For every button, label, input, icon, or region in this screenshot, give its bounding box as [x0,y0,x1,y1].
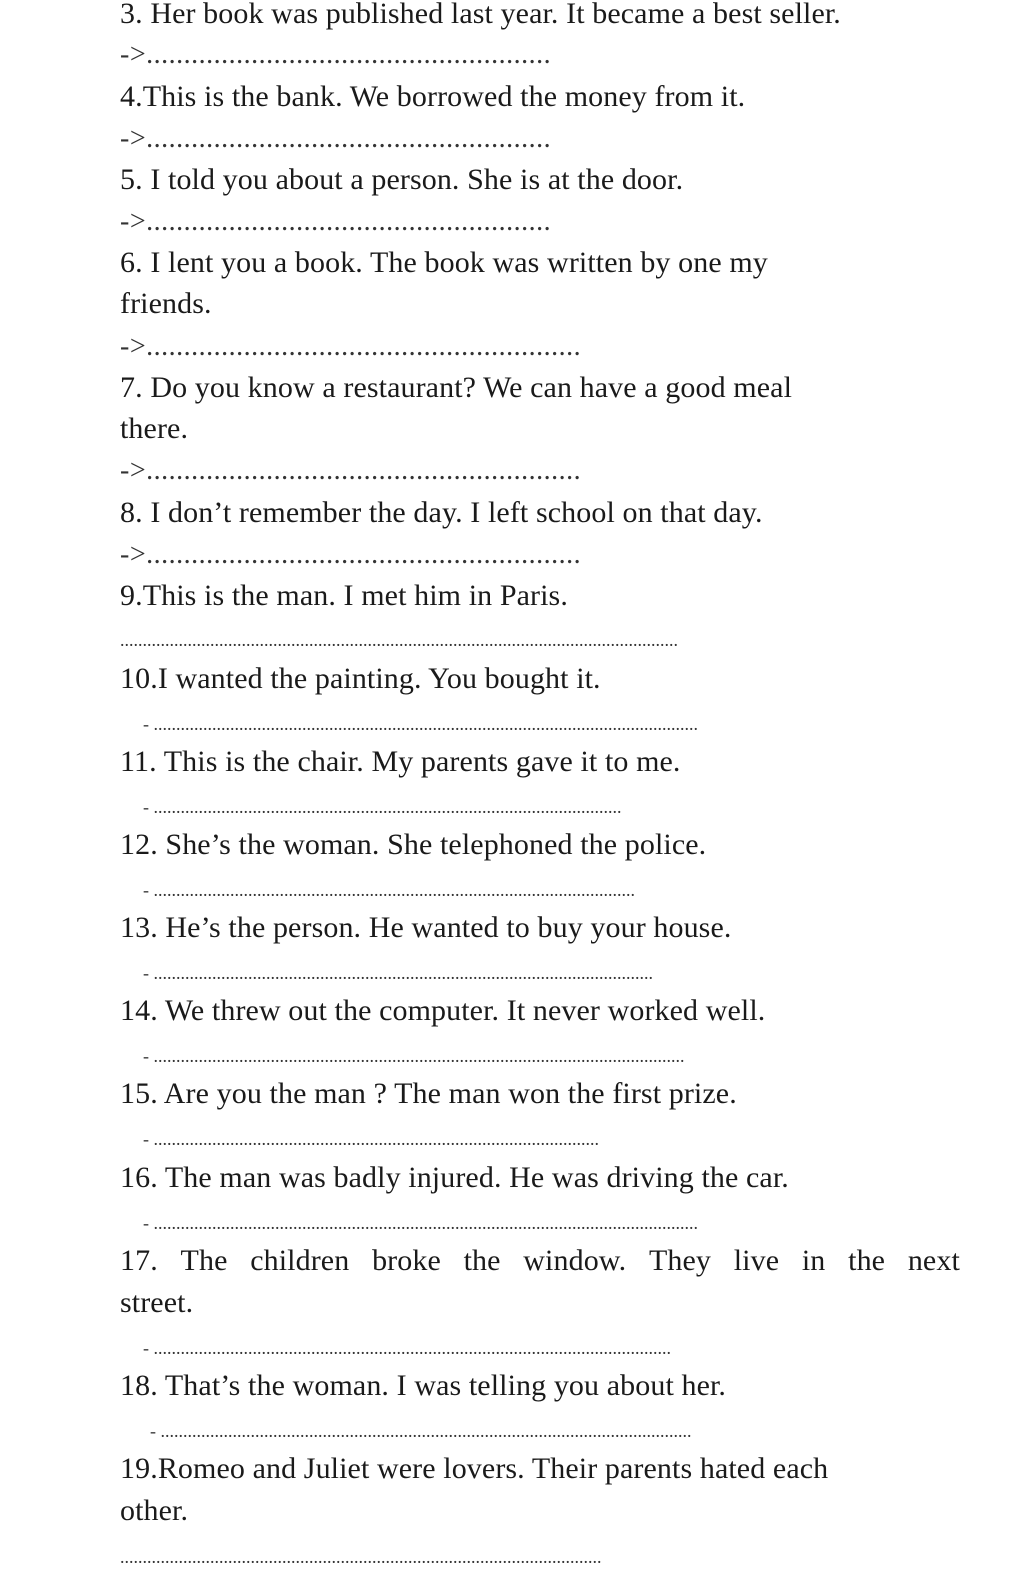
question-number: 18. [120,1369,158,1402]
answer-line-8[interactable]: ->.......................................................... [120,540,582,570]
answer-line-11[interactable]: - ........................................................................................................ [143,797,622,817]
question-text: This is the bank. We borrowed the money from it. [142,80,746,113]
question-text: He’s the person. He wanted to buy your house. [165,911,732,944]
question-text: there. [120,412,189,445]
question-18 [120,1369,726,1403]
answer-line-12[interactable]: - ........................................................................................................... [143,880,635,900]
question-13 [120,911,731,945]
question-number: 7. [120,371,143,404]
answer-line-19[interactable]: ........................................................................................................... [120,1547,602,1567]
question-text: Romeo and Juliet were lovers. Their parents hated each [157,1452,829,1485]
question-word: The [180,1244,228,1277]
question-11 [120,745,681,779]
answer-line-6[interactable]: ->.......................................................... [120,332,582,362]
question-12 [120,828,706,862]
question-text: Are you the man ? The man won the first prize. [163,1077,737,1110]
question-14 [120,994,765,1028]
question-word: in [801,1244,826,1277]
question-number: 4. [120,80,143,113]
question-number: 17. [120,1244,158,1277]
question-19 [120,1452,828,1486]
answer-line-5[interactable]: ->...................................................... [120,207,552,237]
answer-line-13[interactable]: - ............................................................................................................... [143,963,653,983]
question-number: 11. [120,745,157,778]
question-word: broke [372,1244,441,1277]
question-number: 9. [120,579,143,612]
answer-line-10[interactable]: - ......................................................................................................................... [143,714,698,734]
question-text: I told you about a person. She is at the door. [150,163,684,196]
question-9 [120,579,568,613]
question-6 [120,246,768,280]
question-text: street. [120,1286,194,1319]
answer-line-9[interactable]: ............................................................................................................................ [120,630,678,650]
answer-line-16[interactable]: - ......................................................................................................................... [143,1213,698,1233]
question-text: I lent you a book. The book was written by one my [150,246,768,279]
question-number: 5. [120,163,143,196]
question-text: This is the man. I met him in Paris. [142,579,568,612]
question-word: the [463,1244,501,1277]
question-word: window. [523,1244,627,1277]
question-number: 14. [120,994,158,1027]
question-text: I don’t remember the day. I left school on that day. [150,496,763,529]
question-number: 8. [120,496,143,529]
question-text: I wanted the painting. You bought it. [157,662,601,695]
question-number: 10. [120,662,158,695]
question-3 [120,0,841,31]
question-8 [120,496,763,530]
question-number: 12. [120,828,158,861]
question-15 [120,1077,737,1111]
question-10 [120,662,601,696]
question-7-continued [120,412,188,446]
question-word: next [907,1244,960,1277]
answer-line-3[interactable]: ->...................................................... [120,40,552,70]
question-4 [120,80,745,114]
question-text: friends. [120,287,212,320]
question-word: the [848,1244,886,1277]
answer-line-18[interactable]: - ...................................................................................................................... [150,1421,692,1441]
question-word: children [250,1244,350,1277]
question-text: The man was badly injured. He was driving the car. [164,1161,789,1194]
question-19-continued [120,1494,188,1528]
question-text: Her book was published last year. It became a best seller. [150,0,841,30]
question-text: We threw out the computer. It never worked well. [164,994,766,1027]
question-number: 15. [120,1077,158,1110]
question-17-continued [120,1286,193,1320]
question-text: Do you know a restaurant? We can have a good meal [150,371,793,404]
question-text: This is the chair. My parents gave it to me. [163,745,681,778]
question-number: 19. [120,1452,158,1485]
question-text: other. [120,1494,189,1527]
question-number: 3. [120,0,143,30]
answer-line-15[interactable]: - ................................................................................................... [143,1129,599,1149]
question-number: 6. [120,246,143,279]
question-5 [120,163,683,197]
answer-line-17[interactable]: - ................................................................................................................... [143,1338,671,1358]
question-17 [120,1244,960,1278]
answer-line-14[interactable]: - ...................................................................................................................... [143,1046,685,1066]
question-text: That’s the woman. I was telling you about her. [164,1369,727,1402]
question-word: live [733,1244,780,1277]
question-16 [120,1161,789,1195]
question-word: They [648,1244,711,1277]
answer-line-7[interactable]: ->.......................................................... [120,456,582,486]
question-number: 16. [120,1161,158,1194]
question-7 [120,371,792,405]
question-text: She’s the woman. She telephoned the police. [165,828,707,861]
question-6-continued [120,287,212,321]
question-number: 13. [120,911,158,944]
answer-line-4[interactable]: ->...................................................... [120,124,552,154]
